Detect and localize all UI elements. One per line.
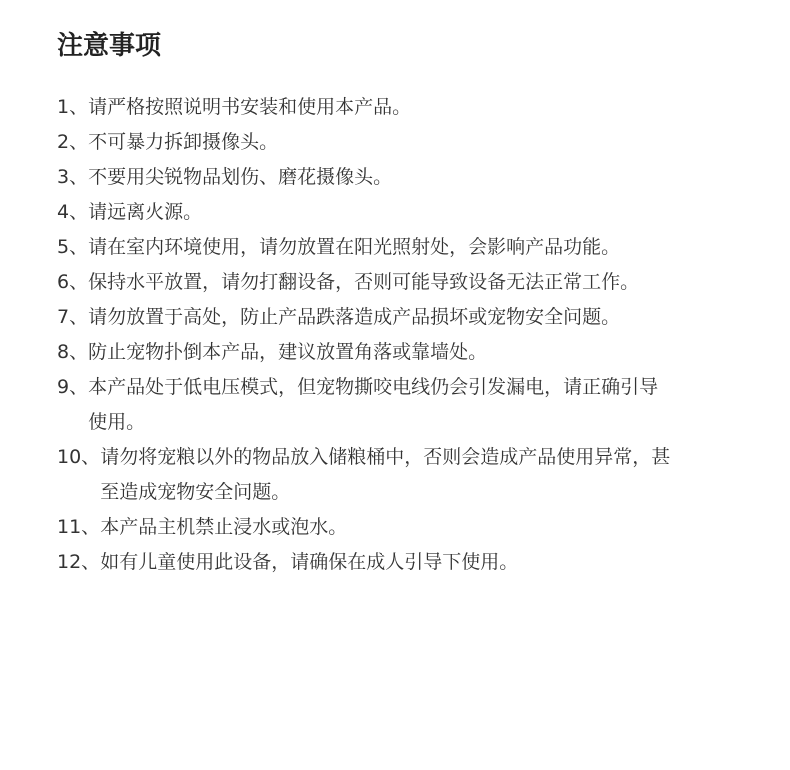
list-item (57, 545, 777, 580)
item-number: 2、 (57, 131, 89, 153)
item-text: 请勿放置于高处，防止产品跌落造成产品损坏或宠物安全问题。 (88, 306, 621, 328)
list-item (57, 195, 777, 230)
list-item (57, 265, 777, 300)
item-number: 1、 (57, 96, 89, 118)
item-text: 请勿将宠粮以外的物品放入储粮桶中，否则会造成产品使用异常，甚至造成宠物安全问题。 (100, 446, 671, 503)
notice-section (57, 26, 777, 580)
item-number: 10、 (57, 446, 101, 468)
item-text: 如有儿童使用此设备，请确保在成人引导下使用。 (100, 551, 519, 573)
item-number: 8、 (57, 341, 89, 363)
item-text: 不可暴力拆卸摄像头。 (88, 131, 279, 153)
list-item (57, 335, 777, 370)
item-number: 4、 (57, 201, 89, 223)
item-number: 5、 (57, 236, 89, 258)
item-text: 请严格按照说明书安装和使用本产品。 (88, 96, 412, 118)
list-item (57, 440, 777, 510)
notice-list (57, 90, 777, 580)
item-text: 防止宠物扑倒本产品，建议放置角落或靠墙处。 (88, 341, 488, 363)
item-number: 11、 (57, 516, 101, 538)
item-number: 7、 (57, 306, 89, 328)
list-item (57, 370, 777, 440)
item-number: 6、 (57, 271, 89, 293)
item-text: 不要用尖锐物品划伤、磨花摄像头。 (88, 166, 393, 188)
list-item (57, 510, 777, 545)
item-text: 请在室内环境使用，请勿放置在阳光照射处，会影响产品功能。 (88, 236, 621, 258)
item-number: 3、 (57, 166, 89, 188)
item-number: 12、 (57, 551, 101, 573)
list-item (57, 160, 777, 195)
list-item (57, 300, 777, 335)
list-item (57, 125, 777, 160)
list-item (57, 90, 777, 125)
item-text: 保持水平放置，请勿打翻设备，否则可能导致设备无法正常工作。 (88, 271, 640, 293)
page-title: 注意事项 (57, 31, 162, 61)
item-number: 9、 (57, 376, 89, 398)
list-item (57, 230, 777, 265)
item-text: 请远离火源。 (88, 201, 203, 223)
item-text: 本产品主机禁止浸水或泡水。 (100, 516, 348, 538)
item-text: 本产品处于低电压模式，但宠物撕咬电线仍会引发漏电，请正确引导使用。 (88, 376, 659, 433)
